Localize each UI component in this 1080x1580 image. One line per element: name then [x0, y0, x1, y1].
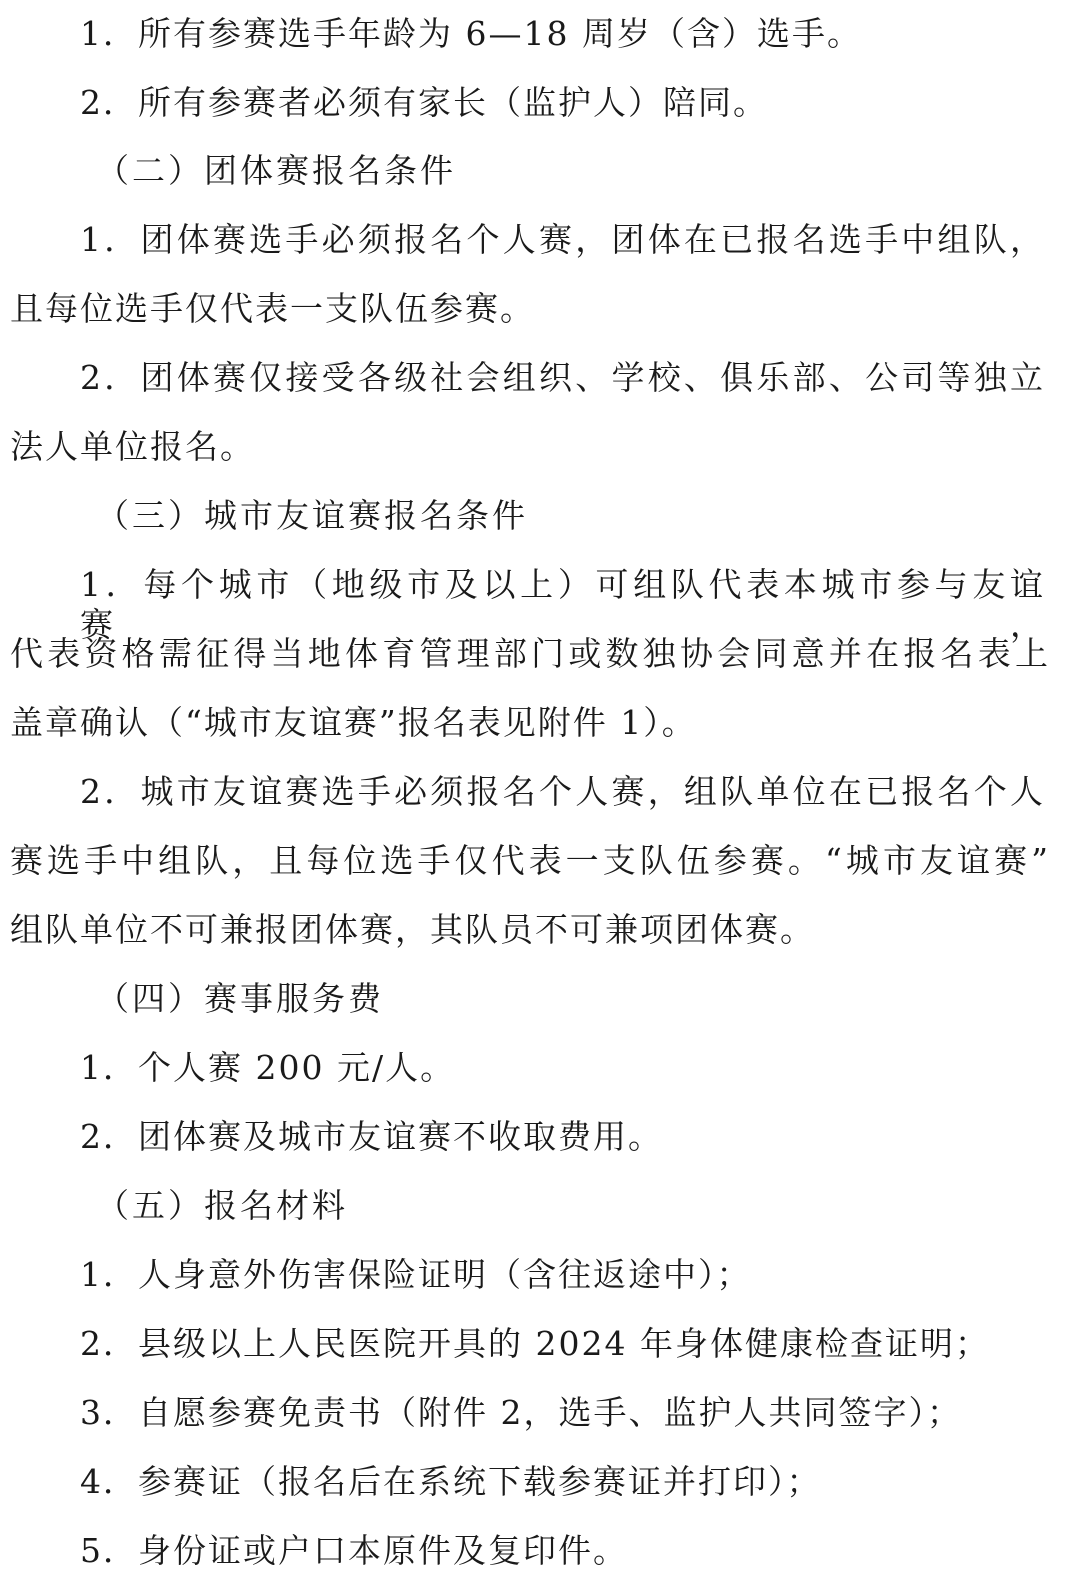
list-item-city-1-cont: 代表资格需征得当地体育管理部门或数独协会同意并在报名表上	[10, 634, 1050, 673]
list-item-city-1: 1．每个城市（地级市及以上）可组队代表本城市参与友谊赛，	[80, 565, 1045, 644]
section-heading-fees: （四）赛事服务费	[96, 979, 384, 1018]
list-item-city-2-cont2: 组队单位不可兼报团体赛，其队员不可兼项团体赛。	[10, 910, 815, 949]
list-item-material-5: 5．身份证或户口本原件及复印件。	[80, 1531, 628, 1570]
list-item-age-requirement: 1．所有参赛选手年龄为 6—18 周岁（含）选手。	[80, 14, 862, 53]
section-heading-team: （二）团体赛报名条件	[96, 151, 456, 190]
list-item-city-1-cont2: 盖章确认（“城市友谊赛”报名表见附件 1）。	[10, 703, 697, 742]
section-heading-city: （三）城市友谊赛报名条件	[96, 496, 528, 535]
list-item-material-2: 2．县级以上人民医院开具的 2024 年身体健康检查证明；	[80, 1324, 990, 1363]
list-item-city-2: 2．城市友谊赛选手必须报名个人赛，组队单位在已报名个人	[80, 772, 1045, 811]
list-item-material-3: 3．自愿参赛免责书（附件 2，选手、监护人共同签字）；	[80, 1393, 962, 1432]
list-item-team-1-cont: 且每位选手仅代表一支队伍参赛。	[10, 289, 535, 328]
list-item-fee-1: 1．个人赛 200 元/人。	[80, 1048, 456, 1087]
list-item-team-2: 2．团体赛仅接受各级社会组织、学校、俱乐部、公司等独立	[80, 358, 1045, 397]
section-heading-materials: （五）报名材料	[96, 1186, 348, 1225]
list-item-team-1: 1．团体赛选手必须报名个人赛，团体在已报名选手中组队，	[80, 220, 1045, 259]
list-item-material-4: 4．参赛证（报名后在系统下载参赛证并打印）；	[80, 1462, 822, 1501]
list-item-fee-2: 2．团体赛及城市友谊赛不收取费用。	[80, 1117, 663, 1156]
list-item-team-2-cont: 法人单位报名。	[10, 427, 255, 466]
list-item-material-1: 1．人身意外伤害保险证明（含往返途中）；	[80, 1255, 752, 1294]
list-item-city-2-cont: 赛选手中组队，且每位选手仅代表一支队伍参赛。“城市友谊赛”	[10, 841, 1050, 880]
list-item-guardian-requirement: 2．所有参赛者必须有家长（监护人）陪同。	[80, 83, 768, 122]
